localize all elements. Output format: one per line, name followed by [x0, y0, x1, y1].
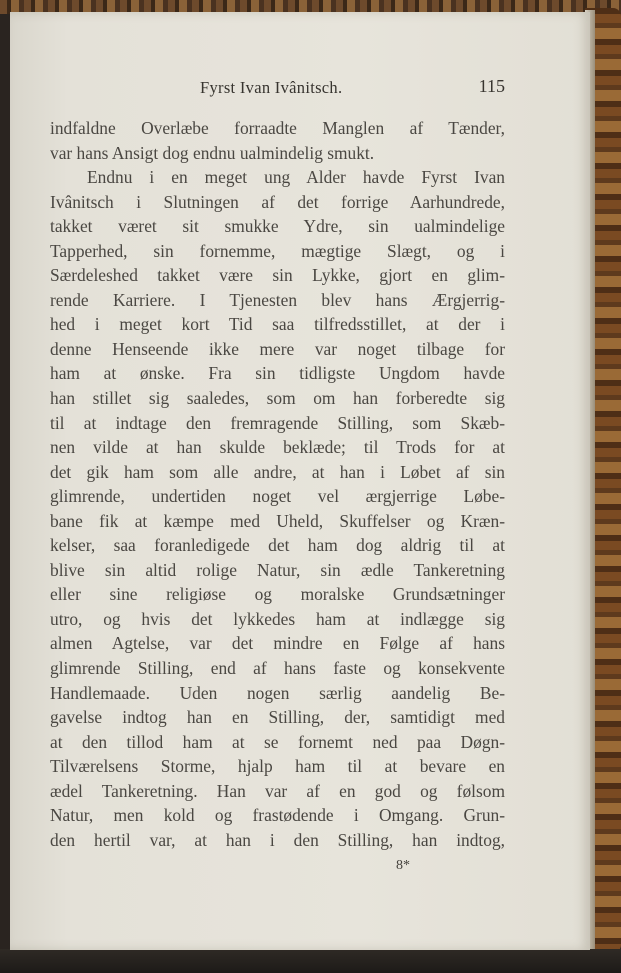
- text-line: Særdeleshed takket være sin Lykke, gjort en glim-: [50, 265, 505, 286]
- text-line: ædel Tankeretning. Han var af en god og følsom: [50, 780, 505, 801]
- text-line: nen vilde at han skulde beklæde; til Trods for at: [50, 437, 505, 458]
- text-line: eller sine religiøse og moralske Grundsætninger: [50, 584, 505, 605]
- text-line: glimrende, undertiden noget vel ærgjerrige Løbe-: [50, 486, 505, 507]
- text-line: ham at ønske. Fra sin tidligste Ungdom havde: [50, 363, 505, 384]
- text-line: glimrende Stilling, end af hans faste og konsekvente: [50, 658, 505, 679]
- text-line: kelser, saa foranledigede det ham dog aldrig til at: [50, 535, 505, 556]
- text-line: takket været sit smukke Ydre, sin ualmindelige: [50, 216, 505, 237]
- text-line: Handlemaade. Uden nogen særlig aandelig Be-: [50, 682, 505, 703]
- text-line: denne Henseende ikke mere var noget tilbage for: [50, 338, 505, 359]
- text-line: Natur, men kold og frastødende i Omgang. Grun-: [50, 805, 505, 826]
- text-line: bane fik at kæmpe med Uheld, Skuffelser og Kræn-: [50, 510, 505, 531]
- text-line: Tapperhed, sin fornemme, mægtige Slægt, og i: [50, 240, 505, 261]
- text-line: rende Karriere. I Tjenesten blev hans Ærgjerrig-: [50, 289, 505, 310]
- text-line: Ivânitsch i Slutningen af det forrige Aarhundrede,: [50, 191, 505, 212]
- text-line: Tilværelsens Storme, hjalp ham til at bevare en: [50, 756, 505, 777]
- running-title: Fyrst Ivan Ivânitsch.: [200, 78, 343, 97]
- text-line: blive sin altid rolige Natur, sin ædle Tankeretning: [50, 559, 505, 580]
- text-line: den hertil var, at han i den Stilling, han indtog,: [50, 829, 505, 850]
- text-line: hed i meget kort Tid saa tilfredsstillet, at der i: [50, 314, 505, 335]
- text-line: indfaldne Overlæbe forraadte Manglen af Tænder,: [50, 118, 505, 138]
- text-line: var hans Ansigt dog endnu ualmindelig smukt.: [50, 142, 375, 163]
- signature-mark: 8*: [396, 858, 410, 873]
- book-bottom-edge: [0, 949, 621, 973]
- text-line: almen Agtelse, var det mindre en Følge af hans: [50, 633, 505, 654]
- body-text: [50, 116, 505, 852]
- text-line: Endnu i en meget ung Alder havde Fyrst Ivan: [87, 167, 505, 188]
- text-line: gavelse indtog han en Stilling, der, samtidigt med: [50, 707, 505, 728]
- text-line: han stillet sig saaledes, som om han forberedte sig: [50, 388, 505, 409]
- book-page: [10, 12, 590, 950]
- text-line: at den tillod ham at se fornemt ned paa Døgn-: [50, 731, 505, 752]
- text-line: utro, og hvis det lykkedes ham at indlægge sig: [50, 608, 505, 629]
- text-line: det gik ham som alle andre, at han i Løbet af sin: [50, 461, 505, 482]
- page-header: [50, 72, 505, 102]
- page-number: 115: [478, 76, 505, 96]
- text-line: til at indtage den fremragende Stilling, som Skæb-: [50, 412, 505, 433]
